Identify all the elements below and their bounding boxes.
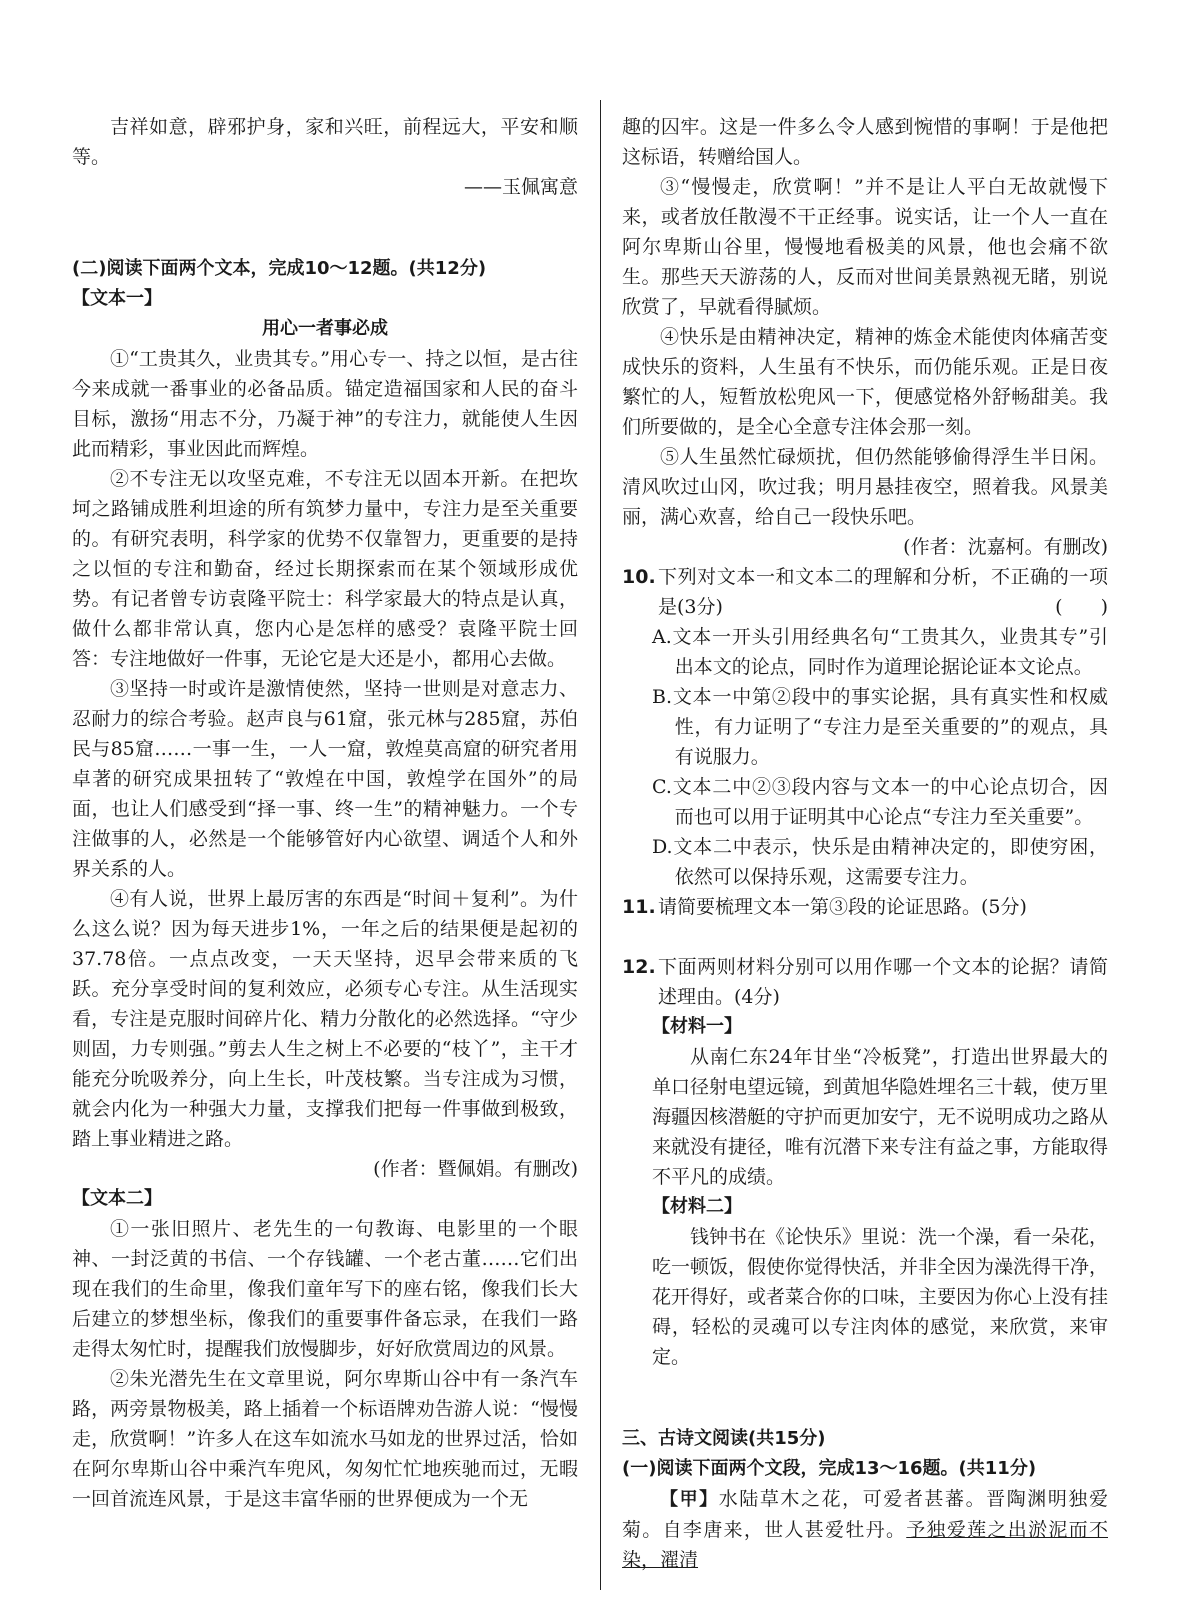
question-number: 12. [622,956,656,978]
option-b[interactable]: B.文本一中第②段中的事实论据，具有真实性和权威性，有力证明了“专注力是至关重要的”的观点，具有说服力。 [652,686,1108,768]
question-stem: 下列对文本一和文本二的理解和分析，不正确的一项是(3分) [658,566,1108,618]
text1-paragraph: ③坚持一时或许是激情使然，坚持一世则是对意志力、忍耐力的综合考验。赵声良与61窟，张元林与285窟，苏伯民与85窟……一事一生，一人一窟，敦煌莫高窟的研究者用卓著的研究成果扭转了“敦煌在中国，敦煌学在国外”的局面，也让人们感受到“择一事、终一生”的精神魅力。一个专注做事的人，必然是一个能够管好内心欲望、调适个人和外界关系的人。 [72,678,578,880]
material-1 [622,1012,1108,1372]
material-label: 【材料二】 [652,1196,742,1217]
text1-author: (作者：暨佩娟。有删改) [373,1158,578,1180]
question-stem: 下面两则材料分别可以用作哪一个文本的论据？请简述理由。(4分) [658,956,1108,1008]
text2-paragraph: ③“慢慢走，欣赏啊！”并不是让人平白无故就慢下来，或者放任散漫不干正经事。说实话，让一个人一直在阿尔卑斯山谷里，慢慢地看极美的风景，他也会痛不欲生。那些天天游荡的人，反而对世间美景熟视无睹，别说欣赏了，早就看得腻烦。 [622,176,1108,318]
section-3-subheading: (一)阅读下面两个文段，完成13～16题。(共11分) [622,1458,1037,1479]
text2-paragraph: ⑤人生虽然忙碌烦扰，但仍然能够偷得浮生半日闲。清风吹过山冈，吹过我；明月悬挂夜空，照着我。风景美丽，满心欢喜，给自己一段快乐吧。 [622,446,1108,528]
blessing-source: ——玉佩寓意 [463,176,578,198]
right-column [622,112,1108,1575]
left-column [72,112,578,1514]
passage-label: 【甲】 [660,1489,719,1510]
text1-title: 用心一者事必成 [262,318,388,339]
material-text: 从南仁东24年甘坐“冷板凳”，打造出世界最大的单口径射电望远镜，到黄旭华隐姓埋名三十载，使万里海疆因核潜艇的守护而更加安宁，无不说明成功之路从来就没有捷径，唯有沉潜下来专注有益之事，方能取得不平凡的成绩。 [652,1046,1109,1188]
blessing-line: 吉祥如意，辟邪护身，家和兴旺，前程远大，平安和顺等。 [72,116,578,168]
question-12 [622,952,1108,1012]
section-3-heading: 三、古诗文阅读(共15分) [622,1428,826,1449]
question-11 [622,892,1108,922]
text2-author: (作者：沈嘉柯。有删改) [903,536,1108,558]
passage-jia [622,1484,1108,1575]
material-text: 钱钟书在《论快乐》里说：洗一个澡，看一朵花，吃一顿饭，假使你觉得快活，并非全因为澡洗得干净，花开得好，或者菜合你的口味，主要因为你心上没有挂碍，轻松的灵魂可以专注肉体的感觉，来欣赏，来审定。 [652,1226,1109,1368]
text1-paragraph: ④有人说，世界上最厉害的东西是“时间＋复利”。为什么这么说？因为每天进步1%，一年之后的结果便是起初的37.78倍。一点点改变，一天天坚持，迟早会带来质的飞跃。充分享受时间的复利效应，必须专心专注。从生活现实看，专注是克服时间碎片化、精力分散化的必然选择。“守少则固，力专则强。”剪去人生之树上不必要的“枝丫”，主干才能充分吮吸养分，向上生长，叶茂枝繁。当专注成为习惯，就会内化为一种强大力量，支撑我们把每一件事做到极致，踏上事业精进之路。 [72,888,578,1150]
answer-space[interactable] [622,1372,1108,1424]
section-heading: (二)阅读下面两个文本，完成10～12题。(共12分) [72,258,487,279]
text2-label: 【文本二】 [72,1188,162,1209]
text2-paragraph: ④快乐是由精神决定，精神的炼金术能使肉体痛苦变成快乐的资料，人生虽有不快乐，而仍能乐观。正是日夜繁忙的人，短暂放松兜风一下，便感觉格外舒畅甜美。我们所要做的，是全心全意专注体会那一刻。 [622,326,1108,438]
material-label: 【材料一】 [652,1016,742,1037]
question-10-options [622,622,1108,892]
text1-paragraph: ①“工贵其久，业贵其专。”用心专一、持之以恒，是古往今来成就一番事业的必备品质。锚定造福国家和人民的奋斗目标，激扬“用志不分，乃凝于神”的专注力，就能使人生因此而精彩，事业因此而辉煌。 [72,348,578,460]
text2-paragraph: ①一张旧照片、老先生的一句教诲、电影里的一个眼神、一封泛黄的书信、一个存钱罐、一个老古董……它们出现在我们的生命里，像我们童年写下的座右铭，像我们长大后建立的梦想坐标，像我们的重要事件备忘录，在我们一路走得太匆忙时，提醒我们放慢脚步，好好欣赏周边的风景。 [72,1218,578,1360]
text1-paragraph: ②不专注无以攻坚克难，不专注无以固本开新。在把坎坷之路铺成胜利坦途的所有筑梦力量中，专注力是至关重要的。有研究表明，科学家的优势不仅靠智力，更重要的是持之以恒的专注和勤奋，经过长期探索而在某个领域形成优势。有记者曾专访袁隆平院士：科学家最大的特点是认真，做什么都非常认真，您内心是怎样的感受？袁隆平院士回答：专注地做好一件事，无论它是大还是小，都用心去做。 [72,468,578,670]
text2-paragraph: ②朱光潜先生在文章里说，阿尔卑斯山谷中有一条汽车路，两旁景物极美，路上插着一个标语牌劝告游人说：“慢慢走，欣赏啊！”许多人在这车如流水马如龙的世界过活，恰如在阿尔卑斯山谷中乘汽车兜风，匆匆忙忙地疾驰而过，无暇一回首流连风景，于是这丰富华丽的世界便成为一个无 [72,1368,578,1510]
option-d[interactable]: D.文本二中表示，快乐是由精神决定的，即使穷困，依然可以保持乐观，这需要专注力。 [652,836,1108,888]
option-a[interactable]: A.文本一开头引用经典名句“工贵其久，业贵其专”引出本文的论点，同时作为道理论据论证本文论点。 [652,626,1108,678]
question-number: 10. [622,566,656,588]
question-10 [622,562,1108,622]
text1-label: 【文本一】 [72,288,162,309]
option-c[interactable]: C.文本二中②③段内容与文本一的中心论点切合，因而也可以用于证明其中心论点“专注力至关重要”。 [652,776,1108,828]
column-divider [600,100,601,1590]
answer-space[interactable] [622,922,1108,952]
question-number: 11. [622,896,656,918]
question-stem: 请简要梳理文本一第③段的论证思路。(5分) [658,896,1027,918]
text2-continuation: 趣的囚牢。这是一件多么令人感到惋惜的事啊！于是他把这标语，转赠给国人。 [622,116,1108,168]
answer-blank[interactable]: ( ) [1055,596,1108,618]
passage-text: 水陆草木之花，可爱者甚蕃。晋陶渊明独爱菊。自李唐来，世人甚爱牡丹。 [622,1488,1108,1541]
passage-underlined-text: 予独爱莲之出淤泥而不染，濯清 [622,1519,1108,1571]
